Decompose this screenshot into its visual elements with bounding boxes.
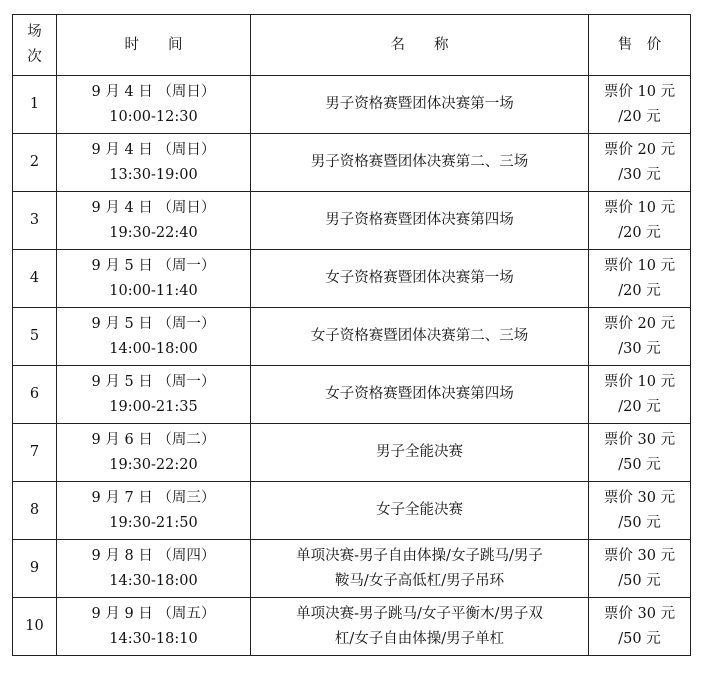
session-name-line1: 单项决赛-男子自由体操/女子跳马/男子 [296, 547, 543, 564]
schedule-table [12, 14, 691, 656]
session-name-line1: 女子资格赛暨团体决赛第二、三场 [310, 328, 529, 344]
table-row [13, 540, 691, 598]
session-time [57, 250, 251, 308]
session-date: 9 月 6 日 （周二） [91, 431, 216, 448]
session-price [589, 482, 691, 540]
session-name [251, 192, 589, 250]
session-hours: 19:30-21:50 [109, 514, 198, 531]
session-hours: 19:30-22:40 [109, 224, 198, 241]
price-line2: /30 元 [618, 166, 661, 183]
table-row [13, 424, 691, 482]
price-line1: 票价 10 元 [603, 373, 676, 390]
session-no: 8 [13, 482, 57, 540]
session-name-line1: 单项决赛-男子跳马/女子平衡木/男子双 [296, 605, 543, 622]
session-price [589, 424, 691, 482]
session-date: 9 月 7 日 （周三） [91, 489, 216, 506]
session-name-line2: 鞍马/女子高低杠/男子吊环 [334, 572, 505, 589]
session-name [251, 308, 589, 366]
session-date: 9 月 5 日 （周一） [91, 257, 216, 274]
session-time [57, 424, 251, 482]
session-name-line1: 男子资格赛暨团体决赛第一场 [325, 96, 514, 112]
session-no: 3 [13, 192, 57, 250]
table-row [13, 76, 691, 134]
session-name-line1: 女子资格赛暨团体决赛第一场 [325, 270, 514, 286]
table-row [13, 134, 691, 192]
table-row [13, 366, 691, 424]
header-row [13, 15, 691, 76]
price-line2: /50 元 [618, 514, 661, 531]
session-name-line2: 杠/女子自由体操/男子单杠 [334, 630, 505, 647]
header-price: 售 价 [589, 15, 691, 76]
session-price [589, 366, 691, 424]
session-date: 9 月 8 日 （周四） [91, 547, 216, 564]
session-name [251, 76, 589, 134]
session-price [589, 540, 691, 598]
price-line2: /20 元 [618, 282, 661, 299]
session-name [251, 366, 589, 424]
price-line1: 票价 10 元 [603, 199, 676, 216]
session-time [57, 540, 251, 598]
price-line1: 票价 30 元 [603, 431, 676, 448]
header-name: 名 称 [251, 15, 589, 76]
session-hours: 19:00-21:35 [109, 398, 198, 415]
table-row [13, 192, 691, 250]
session-no: 2 [13, 134, 57, 192]
session-no: 7 [13, 424, 57, 482]
session-name-line1: 女子资格赛暨团体决赛第四场 [325, 386, 514, 402]
session-price [589, 250, 691, 308]
session-hours: 10:00-11:40 [109, 282, 198, 299]
session-no: 9 [13, 540, 57, 598]
session-time [57, 598, 251, 656]
session-hours: 14:30-18:00 [109, 572, 198, 589]
session-price [589, 76, 691, 134]
table-row [13, 482, 691, 540]
session-time [57, 192, 251, 250]
price-line1: 票价 10 元 [603, 257, 676, 274]
session-name [251, 598, 589, 656]
header-time: 时 间 [57, 15, 251, 76]
price-line1: 票价 30 元 [603, 489, 676, 506]
session-time [57, 134, 251, 192]
session-name-line1: 男子资格赛暨团体决赛第二、三场 [310, 154, 529, 170]
header-no-line2: 次 [27, 49, 42, 65]
session-name [251, 540, 589, 598]
session-hours: 10:00-12:30 [109, 108, 198, 125]
session-name-line1: 男子资格赛暨团体决赛第四场 [325, 212, 514, 228]
price-line2: /20 元 [618, 224, 661, 241]
price-line1: 票价 30 元 [603, 547, 676, 564]
session-hours: 14:00-18:00 [109, 340, 198, 357]
header-no-line1: 场 [27, 24, 42, 40]
session-time [57, 308, 251, 366]
session-price [589, 308, 691, 366]
header-session-no [13, 15, 57, 76]
session-name-line1: 女子全能决赛 [376, 502, 463, 518]
session-no: 10 [13, 598, 57, 656]
session-hours: 14:30-18:10 [109, 630, 198, 647]
session-no: 5 [13, 308, 57, 366]
session-date: 9 月 9 日 （周五） [91, 605, 216, 622]
price-line1: 票价 20 元 [603, 315, 676, 332]
session-time [57, 76, 251, 134]
session-name [251, 482, 589, 540]
price-line2: /20 元 [618, 398, 661, 415]
session-hours: 19:30-22:20 [109, 456, 198, 473]
session-name-line1: 男子全能决赛 [376, 444, 463, 460]
session-price [589, 192, 691, 250]
table-row [13, 598, 691, 656]
session-date: 9 月 5 日 （周一） [91, 315, 216, 332]
session-name [251, 250, 589, 308]
session-name [251, 424, 589, 482]
session-price [589, 598, 691, 656]
session-hours: 13:30-19:00 [109, 166, 198, 183]
price-line1: 票价 30 元 [603, 605, 676, 622]
session-date: 9 月 5 日 （周一） [91, 373, 216, 390]
session-time [57, 366, 251, 424]
session-no: 4 [13, 250, 57, 308]
table-row [13, 308, 691, 366]
price-line2: /20 元 [618, 108, 661, 125]
price-line1: 票价 20 元 [603, 141, 676, 158]
session-time [57, 482, 251, 540]
session-no: 1 [13, 76, 57, 134]
price-line1: 票价 10 元 [603, 83, 676, 100]
price-line2: /50 元 [618, 572, 661, 589]
price-line2: /30 元 [618, 340, 661, 357]
session-price [589, 134, 691, 192]
session-name [251, 134, 589, 192]
table-row [13, 250, 691, 308]
session-no: 6 [13, 366, 57, 424]
session-date: 9 月 4 日 （周日） [91, 83, 216, 100]
price-line2: /50 元 [618, 630, 661, 647]
price-line2: /50 元 [618, 456, 661, 473]
session-date: 9 月 4 日 （周日） [91, 141, 216, 158]
session-date: 9 月 4 日 （周日） [91, 199, 216, 216]
